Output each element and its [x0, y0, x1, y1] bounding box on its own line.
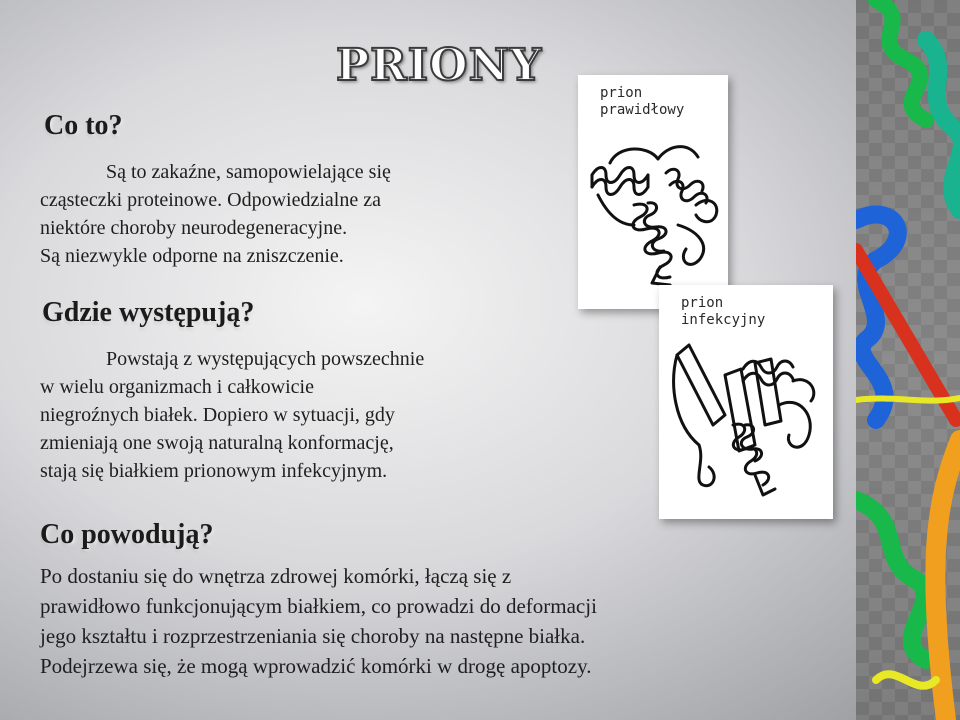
paragraph-line: niegroźnych białek. Dopiero w sytuacji, gdy	[40, 404, 395, 426]
paragraph-where	[40, 345, 424, 485]
heading-where: Gdzie występują?	[42, 297, 255, 328]
paragraph-line: Są niezwykle odporne na zniszczenie.	[40, 245, 344, 267]
label-line: prawidłowy	[600, 102, 685, 118]
infectious-prion-label	[681, 295, 765, 329]
paragraph-line: Podejrzewa się, że mogą wprowadzić komórki w drogę apoptozy.	[40, 654, 592, 678]
paragraph-line: w wielu organizmach i całkowicie	[40, 376, 314, 398]
label-line: prion	[681, 295, 724, 311]
paragraph-line: niektóre choroby neurodegeneracyjne.	[40, 217, 348, 239]
paragraph-line: prawidłowo funkcjonującym białkiem, co prowadzi do deformacji	[40, 594, 597, 618]
paragraph-line: jego kształtu i rozprzestrzeniania się choroby na następne białka.	[40, 624, 586, 648]
normal-prion-label	[600, 85, 684, 119]
paragraph-line: Po dostaniu się do wnętrza zdrowej komórki, łączą się z	[40, 564, 512, 588]
slide-title: PRIONY	[336, 40, 543, 91]
image-infectious-prion	[659, 285, 833, 519]
paragraph-what	[40, 158, 391, 270]
label-line: infekcyjny	[681, 312, 766, 328]
paragraph-cause	[40, 561, 597, 681]
paragraph-line: Powstają z występujących powszechnie	[106, 348, 425, 370]
label-line: prion	[600, 85, 643, 101]
protein-structure-image	[856, 0, 960, 720]
paragraph-line: cząsteczki proteinowe. Odpowiedzialne za	[40, 189, 381, 211]
heading-cause: Co powodują?	[40, 519, 214, 550]
paragraph-line: Są to zakaźne, samopowielające się	[106, 161, 391, 183]
paragraph-line: zmieniają one swoją naturalną konformację,	[40, 432, 394, 454]
protein-ribbon-drawing	[856, 0, 960, 720]
heading-what: Co to?	[44, 110, 123, 141]
paragraph-line: stają się białkiem prionowym infekcyjnym.	[40, 460, 388, 482]
image-normal-prion	[578, 75, 728, 309]
